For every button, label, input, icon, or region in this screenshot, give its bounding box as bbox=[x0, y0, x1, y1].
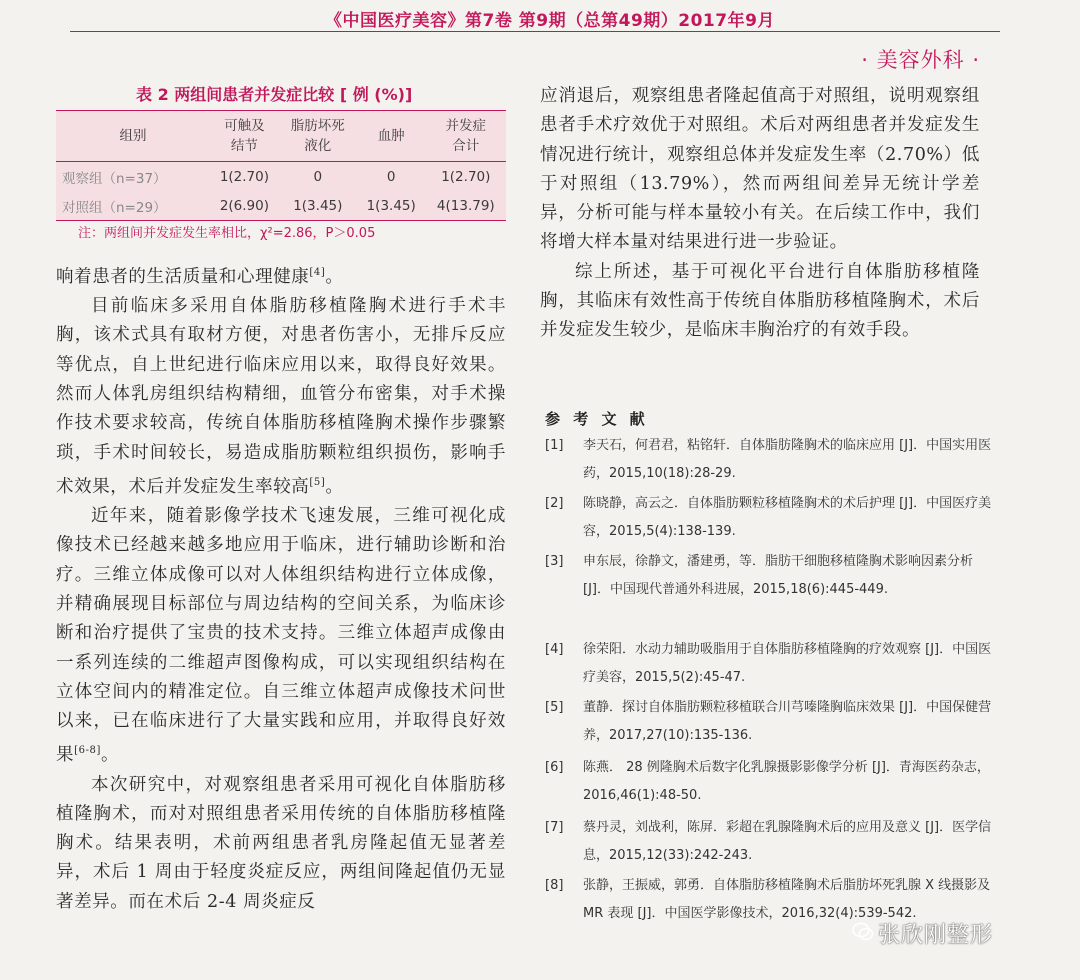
paragraph: 应消退后，观察组患者隆起值高于对照组，说明观察组患者手术疗效优于对照组。术后对两组患者并发症发生情况进行统计，观察组总体并发症发生率（2.70%）低于对照组（13.79%），然而两组间差异无统计学差异，分析可能与样本量较小有关。在后续工作中，我们将增大样本量对结果进行进一步验证。 bbox=[540, 86, 980, 253]
table-row bbox=[56, 162, 506, 192]
citation: [6-8] bbox=[74, 745, 102, 757]
table-cell: 1(3.45) bbox=[279, 191, 357, 220]
reference-item: [1] 李天石，何君君，粘铭轩．自体脂肪隆胸术的临床应用 [J]．中国实用医药，2015,10(18):28-29. bbox=[545, 438, 992, 481]
reference-item: [5] 董静．探讨自体脂肪颗粒移植联合川芎嗪隆胸临床效果 [J]．中国保健营养，2017,27(10):135-136. bbox=[545, 700, 992, 743]
table-cell: 1(2.70) bbox=[426, 162, 506, 192]
col-header: 血肿 bbox=[357, 111, 426, 162]
header-divider bbox=[70, 31, 1000, 32]
reference-item: [7] 蔡丹灵，刘战利，陈屏．彩超在乳腺隆胸术后的应用及意义 [J]．医学信息，2015,12(33):242-243. bbox=[545, 820, 992, 863]
reference-item: [4] 徐荣阳．水动力辅助吸脂用于自体脂肪移植隆胸的疗效观察 [J]．中国医疗美容，2015,5(2):45-47. bbox=[545, 642, 992, 685]
table-row bbox=[56, 191, 506, 220]
paragraph: 综上所述，基于可视化平台进行自体脂肪移植隆胸，其临床有效性高于传统自体脂肪移植隆胸术，术后并发症发生较少，是临床丰胸治疗的有效手段。 bbox=[540, 261, 980, 341]
table-header-row bbox=[56, 111, 506, 162]
table-cell: 1(3.45) bbox=[357, 191, 426, 220]
reference-item: [6] 陈燕． 28 例隆胸术后数字化乳腺摄影影像学分析 [J]．青海医药杂志，2016,46(1):48-50. bbox=[545, 760, 990, 803]
reference-item: [2] 陈晓静，高云之．自体脂肪颗粒移植隆胸术的术后护理 [J]．中国医疗美容，2015,5(4):138-139. bbox=[545, 496, 992, 539]
col-header: 并发症 合计 bbox=[426, 111, 506, 162]
citation: [4] bbox=[309, 267, 326, 278]
paragraph: 近年来，随着影像学技术飞速发展，三维可视化成像技术已经越来越多地应用于临床，进行辅助诊断和治疗。三维立体成像可以对人体组织结构进行立体成像，并精确展现目标部位与周边结构的空间关系，为临床诊断和治疗提供了宝贵的技术支持。三维立体超声成像由一系列连续的二维超声图像构成，可以实现组织结构在立体空间内的精准定位。自三维立体超声成像技术问世以来，已在临床进行了大量实践和应用，并取得良好效果[6-8]。 bbox=[56, 506, 506, 766]
table-cell: 观察组（n=37） bbox=[56, 162, 210, 192]
table-cell: 0 bbox=[279, 162, 357, 192]
complication-table bbox=[56, 110, 506, 221]
citation: [5] bbox=[309, 476, 326, 488]
reference-item: [3] 申东辰，徐静文，潘建勇，等．脂肪干细胞移植隆胸术影响因素分析 [J]．中国现代普通外科进展，2015,18(6):445-449. bbox=[545, 554, 974, 597]
col-header: 组别 bbox=[56, 111, 210, 162]
table-note: 注：两组间并发症发生率相比，χ²=2.86，P＞0.05 bbox=[78, 226, 376, 241]
right-column bbox=[540, 82, 980, 346]
col-header: 可触及 结节 bbox=[210, 111, 279, 162]
table-caption: 表 2 两组间患者并发症比较 [ 例 (%)] bbox=[136, 85, 413, 104]
references-heading: 参 考 文 献 bbox=[545, 410, 649, 428]
section-tag: · 美容外科 · bbox=[861, 48, 980, 72]
paragraph: 本次研究中，对观察组患者采用可视化自体脂肪移植隆胸术，而对对照组患者采用传统的自体脂肪移植隆胸术。结果表明，术前两组患者乳房隆起值无显著差异，术后 1 周由于轻度炎症反应，两组间隆起值仍无显著差异。而在术后 2-4 周炎症反 bbox=[56, 774, 506, 912]
table-cell: 0 bbox=[357, 162, 426, 192]
table-cell: 2(6.90) bbox=[210, 191, 279, 220]
paragraph: 目前临床多采用自体脂肪移植隆胸术进行手术丰胸，该术式具有取材方便，对患者伤害小，无排斥反应等优点，自上世纪进行临床应用以来，取得良好效果。然而人体乳房组织结构精细，血管分布密集，对手术操作技术要求较高，传统自体脂肪移植隆胸术操作步骤繁琐，手术时间较长，易造成脂肪颗粒组织损伤，影响手术效果，术后并发症发生率较高[5]。 bbox=[56, 296, 506, 497]
table-cell: 对照组（n=29） bbox=[56, 191, 210, 220]
wechat-icon bbox=[852, 922, 874, 942]
col-header: 脂肪坏死 液化 bbox=[279, 111, 357, 162]
table-cell: 1(2.70) bbox=[210, 162, 279, 192]
left-column bbox=[56, 258, 506, 917]
journal-title: 《中国医疗美容》第7卷 第9期（总第49期）2017年9月 bbox=[325, 11, 775, 31]
journal-header bbox=[0, 0, 1080, 34]
watermark-text: 张欣刚整形 bbox=[878, 923, 994, 948]
reference-item: [8] 张静，王振威，郭勇．自体脂肪移植隆胸术后脂肪坏死乳腺 X 线摄影及 MR 表现 [J]．中国医学影像技术，2016,32(4):539-542. bbox=[545, 878, 991, 921]
paragraph: 响着患者的生活质量和心理健康[4]。 bbox=[56, 266, 344, 287]
table-cell: 4(13.79) bbox=[426, 191, 506, 220]
